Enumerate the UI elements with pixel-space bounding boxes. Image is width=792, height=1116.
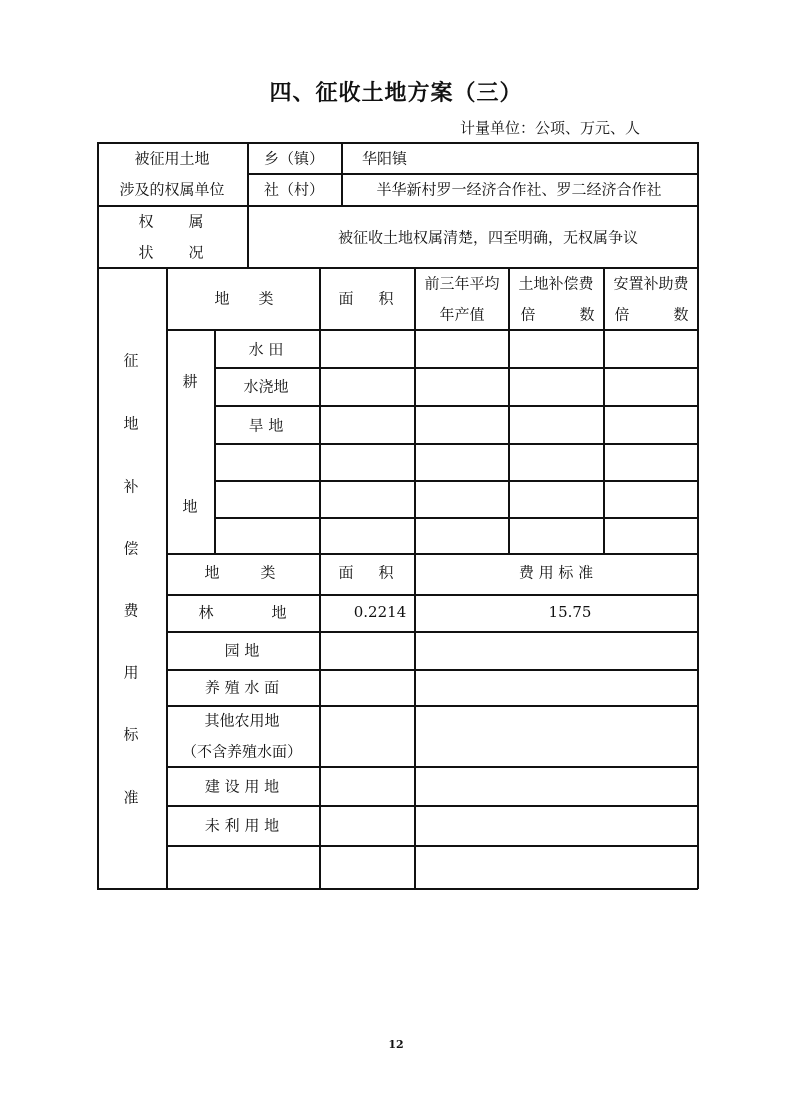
- table-line: [603, 267, 605, 554]
- township-label: 乡（镇）: [263, 149, 325, 168]
- col-header-area: 积: [378, 289, 394, 308]
- forest-area: 0.2214: [353, 603, 407, 621]
- land-row-label: 水 田: [248, 340, 284, 359]
- page-number: 12: [388, 1038, 404, 1051]
- section-label-char: 地: [123, 414, 139, 433]
- table-line: [214, 329, 216, 554]
- table-line: [214, 443, 698, 445]
- table-line: [166, 766, 698, 768]
- col-header-area: 积: [378, 563, 394, 582]
- table-line: [97, 142, 698, 144]
- forest-label: 地: [271, 603, 287, 622]
- table-line: [97, 142, 99, 889]
- col-header-landtype: 类: [258, 289, 274, 308]
- table-line: [166, 329, 698, 331]
- garden-label: 园 地: [224, 641, 260, 660]
- land-row-label: 水浇地: [243, 377, 289, 396]
- aquaculture-label: 养 殖 水 面: [204, 678, 280, 697]
- affected-units-label: 被征用土地: [134, 149, 210, 168]
- ownership-label: 状: [138, 243, 154, 262]
- table-line: [214, 517, 698, 519]
- forest-standard: 15.75: [548, 603, 592, 621]
- table-line: [247, 142, 249, 268]
- ownership-label: 属: [188, 212, 204, 231]
- construction-label: 建 设 用 地: [204, 777, 280, 796]
- village-value: 半华新村罗一经济合作社、罗二经济合作社: [376, 180, 662, 199]
- table-line: [214, 480, 698, 482]
- col-header-landtype: 类: [260, 563, 276, 582]
- col-header-resettlement: 安置补助费: [613, 274, 689, 293]
- township-value: 华阳镇: [362, 149, 408, 168]
- table-line: [97, 205, 698, 207]
- table-line: [97, 888, 698, 890]
- ownership-value: 被征收土地权属清楚，四至明确，无权属争议: [337, 228, 639, 247]
- table-line: [166, 553, 698, 555]
- section-label-char: 偿: [123, 539, 139, 558]
- table-line: [341, 142, 343, 206]
- village-label: 社（村）: [263, 180, 325, 199]
- section-label-char: 征: [123, 351, 139, 370]
- forest-label: 林: [198, 603, 214, 622]
- page-title: 四、征收土地方案（三）: [269, 81, 523, 106]
- table-line: [214, 367, 698, 369]
- table-line: [214, 405, 698, 407]
- affected-units-label: 涉及的权属单位: [119, 180, 225, 199]
- table-line: [166, 594, 698, 596]
- col-header-landtype: 地: [214, 289, 230, 308]
- table-line: [166, 631, 698, 633]
- table-line: [247, 173, 698, 175]
- unused-label: 未 利 用 地: [204, 816, 280, 835]
- col-header-area: 面: [338, 289, 354, 308]
- table-line: [414, 267, 416, 889]
- table-line: [508, 267, 510, 554]
- other-ag-label: （不含养殖水面）: [181, 742, 303, 761]
- ownership-label: 权: [138, 212, 154, 231]
- table-line: [166, 705, 698, 707]
- section-label-char: 费: [123, 601, 139, 620]
- other-ag-label: 其他农用地: [204, 711, 280, 730]
- section-label-char: 准: [123, 788, 139, 807]
- table-line: [166, 805, 698, 807]
- col-header-avg-output: 前三年平均: [424, 274, 500, 293]
- measurement-unit: 计量单位：公项、万元、人: [459, 119, 640, 137]
- cultivated-group-label: 地: [182, 497, 198, 516]
- col-header-resettlement: 数: [673, 305, 689, 324]
- col-header-standard: 费 用 标 准: [518, 563, 594, 582]
- table-line: [166, 669, 698, 671]
- table-line: [166, 267, 168, 889]
- col-header-compensation: 倍: [520, 305, 536, 324]
- cultivated-group-label: 耕: [182, 372, 198, 391]
- col-header-compensation: 土地补偿费: [518, 274, 594, 293]
- col-header-compensation: 数: [579, 305, 595, 324]
- table-line: [319, 267, 321, 889]
- col-header-landtype: 地: [204, 563, 220, 582]
- table-line: [97, 267, 698, 269]
- table-line: [166, 845, 698, 847]
- section-label-char: 用: [123, 663, 139, 682]
- land-row-label: 旱 地: [248, 416, 284, 435]
- section-label-char: 标: [123, 725, 139, 744]
- col-header-avg-output: 年产值: [439, 305, 485, 324]
- section-label-char: 补: [123, 477, 139, 496]
- table-line: [697, 142, 699, 889]
- col-header-area: 面: [338, 563, 354, 582]
- col-header-resettlement: 倍: [614, 305, 630, 324]
- ownership-label: 况: [188, 243, 204, 262]
